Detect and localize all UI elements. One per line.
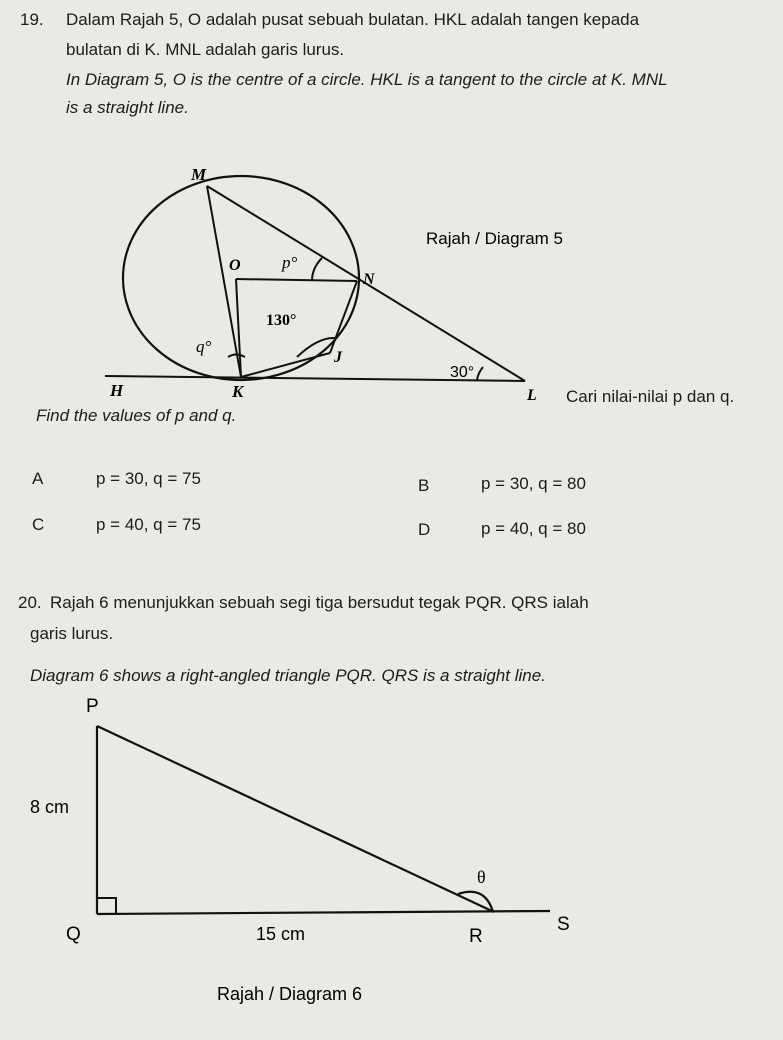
diagram-5 <box>0 0 783 440</box>
arc-p <box>312 258 322 281</box>
angle-130: 130° <box>266 312 297 329</box>
line-nj <box>330 281 357 353</box>
arc-30 <box>477 367 483 380</box>
label-j: J <box>334 349 342 366</box>
angle-p: p° <box>282 253 298 272</box>
q19-number: 19. <box>20 10 44 29</box>
label-q: Q <box>66 924 81 945</box>
label-o: O <box>229 257 241 274</box>
q19-malay-question: Cari nilai-nilai p dan q. <box>566 387 735 406</box>
label-theta: θ <box>477 867 486 887</box>
q19-malay-line2: bulatan di K. MNL adalah garis lurus. <box>66 40 345 59</box>
option-d-letter[interactable]: D <box>418 520 431 539</box>
label-p: P <box>86 696 99 717</box>
right-angle-marker <box>97 898 116 914</box>
option-c-letter[interactable]: C <box>32 515 45 534</box>
option-b-letter[interactable]: B <box>418 476 430 495</box>
option-c-text[interactable]: p = 40, q = 75 <box>96 515 201 534</box>
line-on <box>236 279 357 281</box>
label-s: S <box>557 914 570 935</box>
q20-malay-line2: garis lurus. <box>30 624 114 643</box>
label-k: K <box>232 382 244 401</box>
side-pr <box>97 726 494 912</box>
label-n: N <box>363 271 375 288</box>
side-qr-length: 15 cm <box>256 924 306 944</box>
label-l: L <box>527 387 537 404</box>
diagram-6 <box>0 680 783 1040</box>
angle-q: q° <box>196 337 212 356</box>
diagram-6-caption: Rajah / Diagram 6 <box>217 984 363 1004</box>
q20-english-line1: Diagram 6 shows a right-angled triangle PQR. QRS is a straight line. <box>30 666 546 685</box>
diagram-5-caption: Rajah / Diagram 5 <box>426 229 564 248</box>
option-a-text[interactable]: p = 30, q = 75 <box>96 469 201 488</box>
side-pq-length: 8 cm <box>30 797 70 817</box>
label-h: H <box>110 381 124 400</box>
line-qrs <box>97 911 550 914</box>
q19-malay-line1: Dalam Rajah 5, O adalah pusat sebuah bulatan. HKL adalah tangen kepada <box>66 10 640 29</box>
q20-number: 20. <box>18 593 42 612</box>
q19-english-line2: is a straight line. <box>66 98 189 117</box>
q20-malay-line1: Rajah 6 menunjukkan sebuah segi tiga bersudut tegak PQR. QRS ialah <box>50 593 589 612</box>
label-m: M <box>191 165 207 184</box>
angle-30: 30° <box>450 364 475 381</box>
label-r: R <box>469 926 483 947</box>
q19-english-line1: In Diagram 5, O is the centre of a circle. HKL is a tangent to the circle at K. MNL <box>66 70 668 89</box>
option-b-text[interactable]: p = 30, q = 80 <box>481 474 586 493</box>
option-d-text[interactable]: p = 40, q = 80 <box>481 519 586 538</box>
q19-english-question: Find the values of p and q. <box>36 406 237 425</box>
option-a-letter[interactable]: A <box>32 469 44 488</box>
